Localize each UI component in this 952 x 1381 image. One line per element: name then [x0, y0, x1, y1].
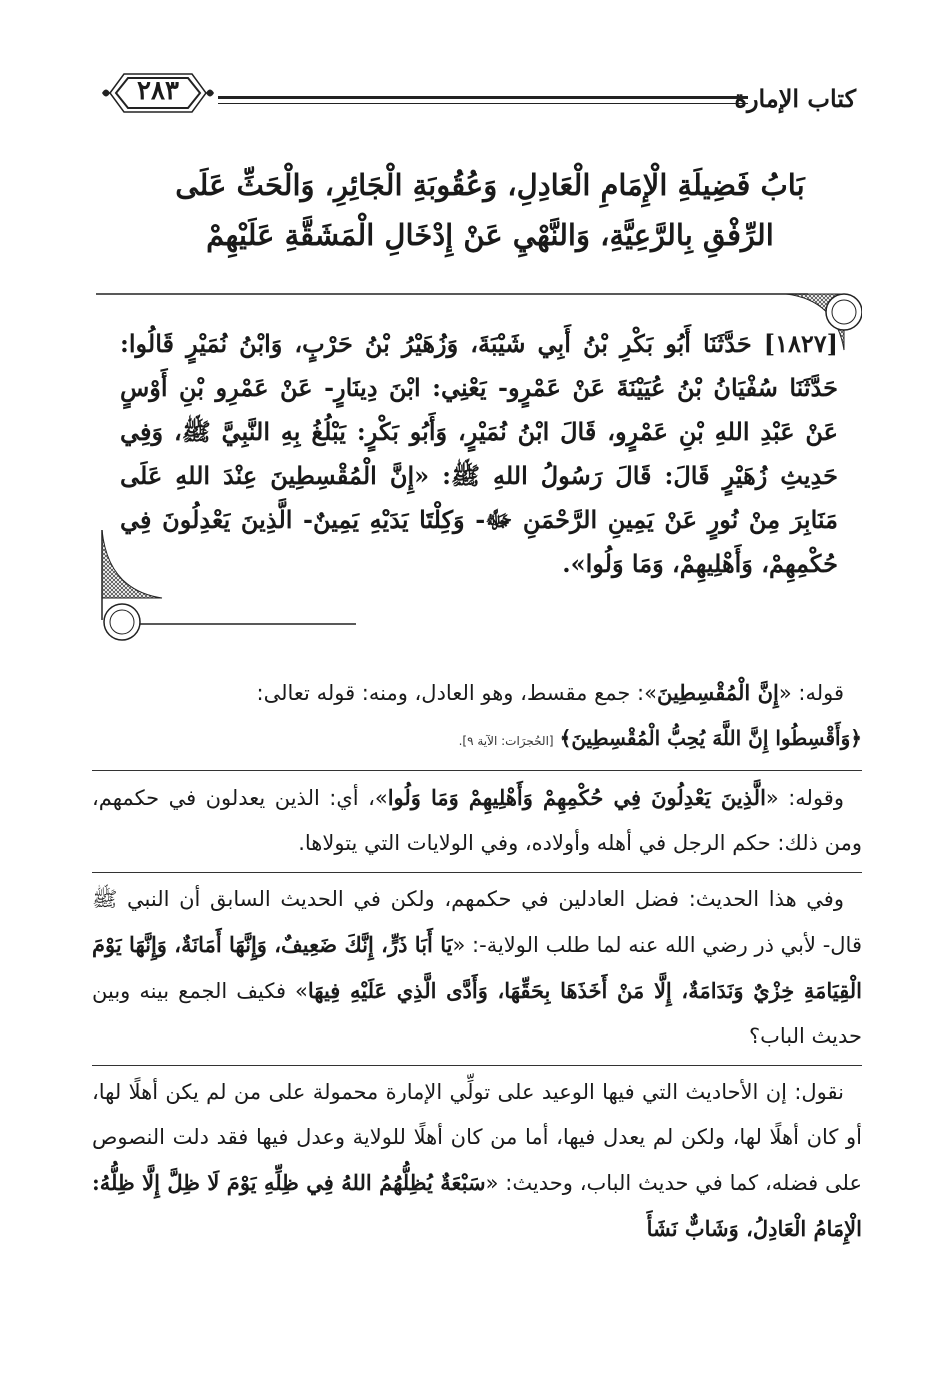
commentary [92, 670, 862, 1252]
chapter-heading [150, 160, 830, 260]
commentary-paragraph: وفي هذا الحديث: فضل العادلين في حكمهم، ولكن في الحديث السابق أن النبي ﷺ قال- لأبي ذر رضي الله عنه لما طلب الولاية-: «يَا أَبَا ذَرٍّ، إِنَّكَ ضَعِيفٌ، وَإِنَّهَا أَمَانَةٌ، وَإِنَّهَا يَوْمَ الْقِيَامَةِ خِزْيٌ وَنَدَامَةٌ، إِلَّا مَنْ أَخَذَهَا بِحَقِّهَا، وَأَدَّى الَّذِي عَلَيْهِ فِيهَا» فكيف الجمع بينه وبين حديث الباب؟ [92, 887, 862, 1048]
divider [92, 770, 862, 771]
quran-verse: ﴿وَأَقْسِطُوا إِنَّ اللَّهَ يُحِبُّ الْمُقْسِطِينَ﴾ [559, 726, 862, 750]
hadith-text: [١٨٢٧] حَدَّثَنَا أَبُو بَكْرِ بْنُ أَبِي شَيْبَةَ، وَزُهَيْرُ بْنُ حَرْبٍ، وَابْنُ نُمَيْرٍ قَالُوا: حَدَّثَنَا سُفْيَانُ بْنُ عُيَيْنَةَ عَنْ عَمْرٍو- يَعْنِي: ابْنَ دِينَارٍ- عَنْ عَمْرِو بْنِ أَوْسٍ عَنْ عَبْدِ اللهِ بْنِ عَمْرٍو، قَالَ ابْنُ نُمَيْرٍ، وَأَبُو بَكْرٍ: يَبْلُغُ بِهِ النَّبِيَّ ﷺ، وَفِي حَدِيثِ زُهَيْرٍ قَالَ: قَالَ رَسُولُ اللهِ ﷺ: «إِنَّ الْمُقْسِطِينَ عِنْدَ اللهِ عَلَى مَنَابِرَ مِنْ نُورٍ عَنْ يَمِينِ الرَّحْمَنِ ﷻ- وَكِلْتَا يَدَيْهِ يَمِينٌ- الَّذِينَ يَعْدِلُونَ فِي حُكْمِهِمْ، وَأَهْلِيهِمْ، وَمَا وَلُوا». [120, 329, 838, 578]
divider [92, 1065, 862, 1066]
quran-verse-line [92, 716, 862, 764]
commentary-paragraph: نقول: إن الأحاديث التي فيها الوعيد على تولِّي الإمارة محمولة على من لم يكن أهلًا لها، أو كان أهلًا لها، ولكن لم يعدل فيها، أما من كان أهلًا للولاية وعدل فيها فقد دلت النصوص على فضله، كما في حديث الباب، وحديث: «سَبْعَةٌ يُظِلُّهُمُ اللهُ فِي ظِلِّهِ يَوْمَ لَا ظِلَّ إِلَّا ظِلُّهُ: الْإِمَامُ الْعَادِلُ، وَشَابٌّ نَشَأَ [92, 1080, 862, 1241]
quoted-hadith: يَا أَبَا ذَرٍّ، إِنَّكَ ضَعِيفٌ، وَإِنَّهَا أَمَانَةٌ، وَإِنَّهَا يَوْمَ الْقِيَامَةِ خِزْيٌ وَنَدَامَةٌ، إِلَّا مَنْ أَخَذَهَا بِحَقِّهَا، وَأَدَّى الَّذِي عَلَيْهِ فِيهَا [92, 932, 862, 1003]
book-title: كتاب الإمارة [734, 84, 856, 113]
quoted-hadith: سَبْعَةٌ يُظِلُّهُمُ اللهُ فِي ظِلِّهِ يَوْمَ لَا ظِلَّ إِلَّا ظِلُّهُ: الْإِمَامُ الْعَادِلُ، وَشَابٌّ نَشَأَ [92, 1170, 862, 1241]
header-rule [218, 96, 748, 104]
running-header [98, 58, 856, 128]
chapter-title-line-1: بَابُ فَضِيلَةِ الْإِمَامِ الْعَادِلِ، وَعُقُوبَةِ الْجَائِرِ، وَالْحَثِّ عَلَى [175, 168, 805, 202]
quoted-phrase: إِنَّ الْمُقْسِطِينَ [656, 680, 779, 705]
page-number: ٢٨٣ [137, 76, 179, 106]
chapter-title-line-2: الرِّفْقِ بِالرَّعِيَّةِ، وَالنَّهْيِ عَنْ إِدْخَالِ الْمَشَقَّةِ عَلَيْهِمْ [206, 218, 774, 252]
divider [92, 872, 862, 873]
commentary-paragraph: قوله: «إِنَّ الْمُقْسِطِينَ»: جمع مقسط، وهو العادل، ومنه: قوله تعالى: [256, 680, 844, 705]
verse-reference: [الحُجرَات: الآية ٩]. [458, 734, 554, 748]
quoted-phrase: الَّذِينَ يَعْدِلُونَ فِي حُكْمِهِمْ وَأَهْلِيهِمْ وَمَا وَلُوا [387, 785, 766, 810]
commentary-paragraph: وقوله: «الَّذِينَ يَعْدِلُونَ فِي حُكْمِهِمْ وَأَهْلِيهِمْ وَمَا وَلُوا»، أي: الذين يعدلون في حكمهم، ومن ذلك: حكم الرجل في أهله وأولاده، وفي الولايات التي يتولاها. [92, 785, 862, 855]
page-number-ornament [98, 58, 218, 128]
